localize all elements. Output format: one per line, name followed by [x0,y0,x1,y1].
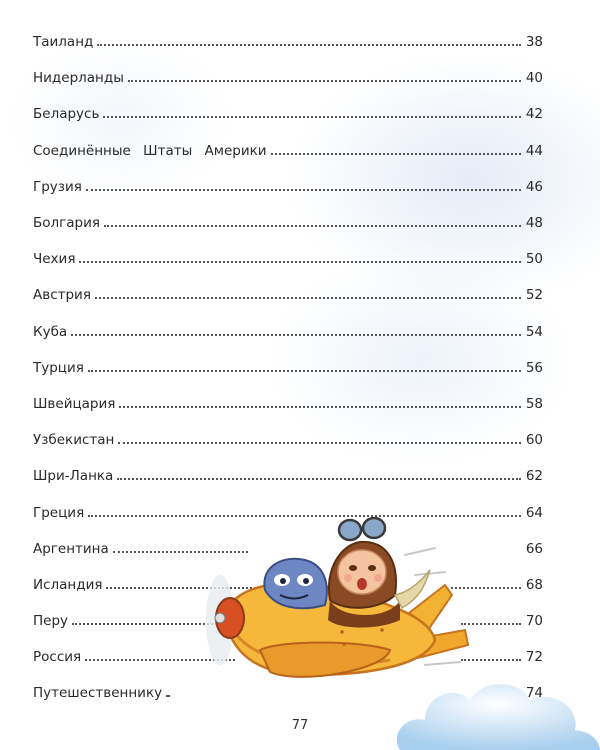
toc-entry-belarus[interactable] [33,96,543,132]
toc-entry-title: Болгария [33,215,100,232]
toc-entry-netherlands[interactable] [33,60,543,96]
toc-entry-page: 66 [525,540,543,557]
toc-entry-page: 48 [525,215,543,232]
toc-entry-sri-lanka[interactable] [33,458,543,494]
toc-leader-dots [117,464,521,480]
airplane-windshield [264,559,326,609]
toc-entry-usa[interactable] [33,133,543,169]
toc-entry-title: Россия [33,649,82,666]
toc-entry-title: Беларусь [33,106,100,123]
toc-entry-page: 74 [525,685,543,702]
toc-entry-title: Путешественнику [33,685,163,702]
toc-entry-title: Швейцария [33,395,116,412]
toc-entry-title: Исландия [33,576,103,593]
toc-entry-page: 68 [525,576,543,593]
toc-entry-title: Шри-Ланка [33,468,114,485]
toc-entry-uzbekistan[interactable] [33,422,543,458]
toc-entry-georgia[interactable] [33,169,543,205]
toc-entry-page: 70 [525,613,543,630]
toc-entry-czechia[interactable] [33,241,543,277]
toc-leader-dots [97,30,521,46]
toc-entry-title: Таиланд [33,34,94,51]
toc-entry-title: Турция [33,359,84,376]
toc-entry-title: Перу [33,613,69,630]
toc-entry-page: 58 [525,395,543,412]
toc-entry-title: Греция [33,504,85,521]
toc-entry-title: Аргентина [33,540,109,557]
toc-leader-dots [104,211,521,227]
toc-entry-page: 50 [525,251,543,268]
toc-leader-dots [71,320,521,336]
toc-entry-title: Нидерланды [33,70,124,87]
toc-leader-dots [88,356,521,372]
toc-entry-page: 44 [525,142,543,159]
toc-entry-thailand[interactable] [33,24,543,60]
toc-leader-dots [166,681,170,697]
toc-entry-title: Куба [33,323,68,340]
toc-entry-page: 64 [525,504,543,521]
propeller-hub [215,613,225,623]
toc-leader-dots [86,175,521,191]
toc-leader-dots [118,428,521,444]
toc-entry-page: 52 [525,287,543,304]
toc-entry-title: Узбекистан [33,432,115,449]
cloud-illustration [380,650,600,750]
toc-entry-austria[interactable] [33,277,543,313]
toc-entry-cuba[interactable] [33,314,543,350]
toc-entry-page: 72 [525,649,543,666]
toc-entry-page: 38 [525,34,543,51]
toc-entry-page: 56 [525,359,543,376]
toc-entry-title: Чехия [33,251,76,268]
toc-leader-dots [271,139,521,155]
toc-leader-dots [103,102,521,118]
toc-entry-title: Соединённые Штаты Америки [33,142,267,159]
toc-leader-dots [119,392,521,408]
toc-leader-dots [95,283,521,299]
toc-entry-page: 46 [525,178,543,195]
goggles-icon [339,518,385,540]
toc-entry-page: 60 [525,432,543,449]
toc-entry-bulgaria[interactable] [33,205,543,241]
page-number: 77 [291,718,309,733]
toc-leader-dots [79,247,521,263]
pilot-mouth [357,578,367,590]
toc-entry-page: 42 [525,106,543,123]
toc-entry-page: 62 [525,468,543,485]
toc-entry-page: 40 [525,70,543,87]
toc-leader-dots [128,66,521,82]
toc-entry-page: 54 [525,323,543,340]
toc-entry-title: Грузия [33,178,82,195]
toc-entry-turkey[interactable] [33,350,543,386]
toc-entry-title: Австрия [33,287,91,304]
toc-entry-switzerland[interactable] [33,386,543,422]
